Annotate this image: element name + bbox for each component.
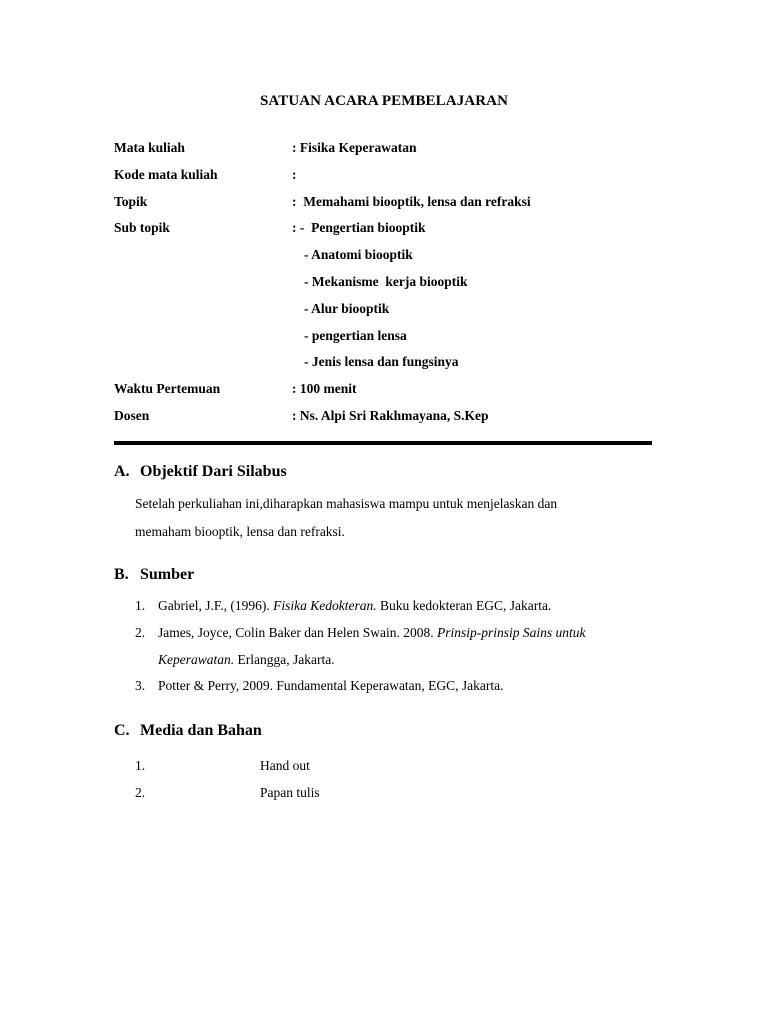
sub-topic-item: - Jenis lensa dan fungsinya — [304, 354, 459, 370]
section-a-heading — [114, 463, 287, 481]
paragraph-line: memaham biooptik, lensa dan refraksi. — [135, 524, 345, 539]
info-label: Sub topik — [114, 220, 170, 236]
media-number: 2. — [135, 785, 146, 800]
section-letter: C. — [114, 722, 130, 739]
info-row-waktu — [114, 379, 654, 406]
reference-authors: Gabriel, J.F., (1996). — [158, 598, 274, 613]
info-row-topik — [114, 192, 654, 219]
media-number: 1. — [135, 758, 146, 773]
reference-item — [135, 593, 655, 620]
reference-text — [158, 593, 655, 620]
reference-book-title: Prinsip-prinsip Sains untuk Keperawatan. — [158, 624, 586, 667]
info-label: Topik — [114, 193, 148, 209]
info-row-dosen — [114, 406, 654, 433]
reference-list — [135, 593, 655, 700]
info-label: Waktu Pertemuan — [114, 381, 221, 397]
section-letter: B. — [114, 566, 129, 583]
media-text: Hand out — [260, 758, 310, 773]
reference-item — [135, 673, 655, 700]
media-list — [135, 752, 320, 806]
sub-topic-item: - pengertian lensa — [304, 327, 407, 343]
reference-number: 1. — [135, 598, 146, 613]
paragraph-line: Setelah perkuliahan ini,diharapkan mahasiswa mampu untuk menjelaskan dan — [135, 496, 558, 511]
info-value: : Memahami biooptik, lensa dan refraksi — [292, 193, 531, 209]
media-item — [135, 752, 320, 779]
section-title: Objektif Dari Silabus — [140, 463, 287, 480]
media-item — [135, 779, 320, 806]
info-row-mata-kuliah — [114, 138, 654, 165]
section-b-heading — [114, 566, 194, 584]
document-title: SATUAN ACARA PEMBELAJARAN — [259, 93, 509, 109]
sub-topic-item: - Alur biooptik — [304, 300, 390, 316]
info-label: Mata kuliah — [114, 140, 185, 155]
objective-paragraph — [135, 490, 655, 546]
sub-topic-item: - Anatomi biooptik — [304, 247, 413, 263]
reference-number: 2. — [135, 624, 146, 640]
reference-item — [135, 620, 655, 674]
reference-publisher: Erlangga, Jakarta. — [234, 651, 335, 667]
info-value: : Ns. Alpi Sri Rakhmayana, S.Kep — [292, 407, 489, 423]
info-label: Kode mata kuliah — [114, 166, 218, 182]
course-info-table — [114, 138, 654, 433]
media-text: Papan tulis — [260, 785, 320, 800]
section-title: Sumber — [140, 566, 195, 583]
info-value: : — [292, 166, 297, 182]
info-value: : Fisika Keperawatan — [292, 140, 417, 155]
reference-book-title: Fisika Kedokteran. — [273, 598, 377, 613]
section-title: Media dan Bahan — [140, 722, 262, 739]
info-row-kode — [114, 165, 654, 192]
sub-topic-item: - Mekanisme kerja biooptik — [304, 273, 468, 289]
reference-publisher: Buku kedokteran EGC, Jakarta. — [376, 598, 552, 613]
reference-text — [158, 620, 655, 674]
section-letter: A. — [114, 463, 130, 480]
reference-text — [158, 673, 655, 700]
reference-number: 3. — [135, 678, 146, 694]
reference-authors: James, Joyce, Colin Baker dan Helen Swain. 2008. — [158, 624, 437, 640]
header-divider — [114, 441, 652, 445]
info-value: : 100 menit — [292, 381, 357, 397]
info-value: : - Pengertian biooptik — [292, 220, 426, 236]
info-row-sub-topik — [114, 218, 654, 245]
section-c-heading — [114, 722, 262, 740]
reference-authors: Potter & Perry, 2009. Fundamental Keperawatan, EGC, Jakarta. — [158, 678, 504, 694]
info-label: Dosen — [114, 407, 150, 423]
